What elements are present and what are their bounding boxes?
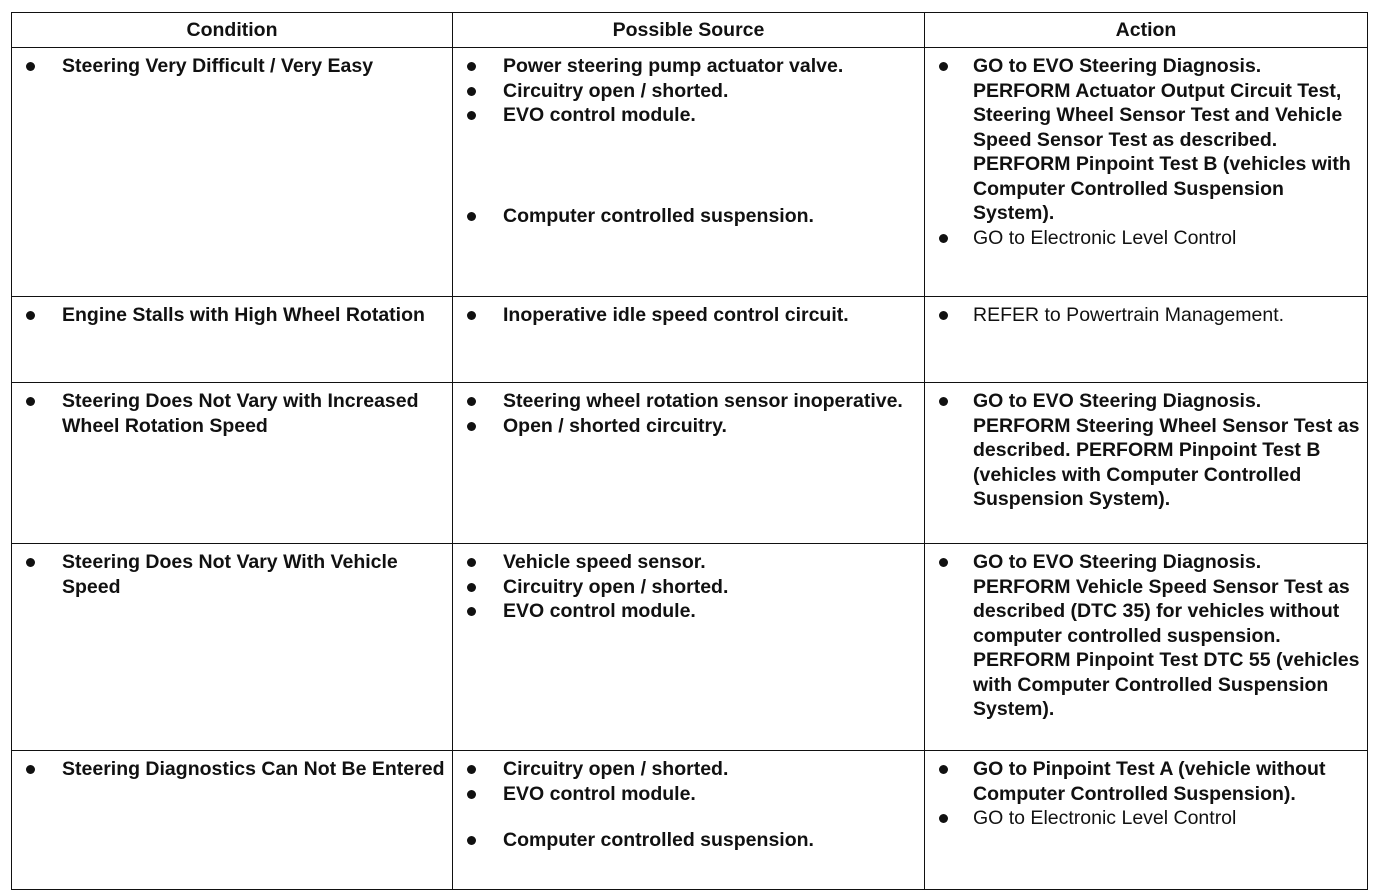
source-text: Circuitry open / shorted. <box>503 758 729 780</box>
list-item <box>461 204 918 229</box>
action-text: GO to Pinpoint Test A (vehicle without Computer Controlled Suspension). <box>973 758 1326 805</box>
bullet-icon <box>26 765 35 774</box>
bullet-icon <box>939 397 948 406</box>
source-text: Computer controlled suspension. <box>503 204 814 227</box>
action-cell <box>925 297 1368 383</box>
condition-cell <box>12 751 453 890</box>
header-possible-source: Possible Source <box>453 13 925 48</box>
header-action: Action <box>925 13 1368 48</box>
bullet-icon <box>467 558 476 567</box>
condition-cell <box>12 48 453 297</box>
condition-cell <box>12 383 453 544</box>
source-text: Inoperative idle speed control circuit. <box>503 304 849 326</box>
list-item <box>461 575 918 600</box>
bullet-icon <box>939 62 948 71</box>
bullet-icon <box>26 62 35 71</box>
condition-text: Steering Diagnostics Can Not Be Entered <box>62 758 445 780</box>
action-cell <box>925 48 1368 297</box>
source-text: Open / shorted circuitry. <box>503 414 727 437</box>
source-text: EVO control module. <box>503 600 696 622</box>
list-item <box>461 782 918 807</box>
list-item <box>461 79 918 104</box>
source-text: Vehicle speed sensor. <box>503 551 706 573</box>
bullet-icon <box>467 765 476 774</box>
table-row <box>12 751 1368 890</box>
source-text: EVO control module. <box>503 782 696 805</box>
bullet-icon <box>467 212 476 221</box>
source-cell <box>453 297 925 383</box>
bullet-icon <box>467 583 476 592</box>
source-text: Circuitry open / shorted. <box>503 79 729 102</box>
table-row <box>12 544 1368 751</box>
source-cell <box>453 751 925 890</box>
action-text: GO to EVO Steering Diagnosis. PERFORM Actuator Output Circuit Test, Steering Wheel Sensor Test and Vehicle Speed Sensor Test as described. PERFORM Pinpoint Test B (vehicles with Computer Controlled Suspension System). <box>973 55 1351 224</box>
list-item <box>933 389 1361 512</box>
list-item <box>461 303 918 328</box>
bullet-icon <box>26 311 35 320</box>
action-text: GO to EVO Steering Diagnosis. PERFORM Steering Wheel Sensor Test as described. PERFORM Pinpoint Test B (vehicles with Computer Controlled Suspension System). <box>973 390 1360 510</box>
action-text: GO to Electronic Level Control <box>973 226 1237 249</box>
list-item <box>20 389 446 438</box>
list-item <box>461 54 918 79</box>
list-item <box>461 828 918 853</box>
action-cell <box>925 383 1368 544</box>
condition-text: Steering Does Not Vary With Vehicle Speed <box>62 551 398 598</box>
condition-cell <box>12 297 453 383</box>
source-text: EVO control module. <box>503 104 696 126</box>
source-cell <box>453 48 925 297</box>
source-text: Circuitry open / shorted. <box>503 575 729 598</box>
bullet-icon <box>467 87 476 96</box>
list-item <box>933 226 1361 251</box>
list-item <box>933 54 1361 226</box>
source-text: Steering wheel rotation sensor inoperative. <box>503 390 903 412</box>
list-item <box>20 54 446 79</box>
table-row <box>12 383 1368 544</box>
table-row <box>12 48 1368 297</box>
source-cell <box>453 383 925 544</box>
bullet-icon <box>467 397 476 406</box>
bullet-icon <box>467 836 476 845</box>
bullet-icon <box>467 311 476 320</box>
bullet-icon <box>26 558 35 567</box>
diagnosis-table <box>11 12 1368 890</box>
list-item <box>933 757 1361 806</box>
header-condition: Condition <box>12 13 453 48</box>
condition-text: Steering Does Not Vary with Increased Wheel Rotation Speed <box>62 390 419 437</box>
bullet-icon <box>467 62 476 71</box>
action-text: REFER to Powertrain Management. <box>973 304 1285 326</box>
bullet-icon <box>467 790 476 799</box>
bullet-icon <box>467 607 476 616</box>
list-item <box>933 303 1361 328</box>
list-item <box>461 103 918 128</box>
list-item <box>933 806 1361 831</box>
bullet-icon <box>939 814 948 823</box>
action-text: GO to Electronic Level Control <box>973 807 1237 829</box>
list-item <box>461 757 918 782</box>
bullet-icon <box>26 397 35 406</box>
list-item <box>933 550 1361 722</box>
source-text: Power steering pump actuator valve. <box>503 55 844 77</box>
header-row <box>12 13 1368 48</box>
list-item <box>20 757 446 782</box>
list-item <box>461 550 918 575</box>
condition-text: Engine Stalls with High Wheel Rotation <box>62 304 425 326</box>
action-cell <box>925 544 1368 751</box>
condition-text: Steering Very Difficult / Very Easy <box>62 55 374 77</box>
condition-cell <box>12 544 453 751</box>
bullet-icon <box>939 558 948 567</box>
bullet-icon <box>939 765 948 774</box>
bullet-icon <box>939 311 948 320</box>
action-cell <box>925 751 1368 890</box>
list-item <box>461 599 918 624</box>
list-item <box>20 550 446 599</box>
bullet-icon <box>939 234 948 243</box>
bullet-icon <box>467 422 476 431</box>
source-text: Computer controlled suspension. <box>503 829 814 851</box>
bullet-icon <box>467 111 476 120</box>
list-item <box>461 414 918 439</box>
table-row <box>12 297 1368 383</box>
list-item <box>20 303 446 328</box>
action-text: GO to EVO Steering Diagnosis. PERFORM Vehicle Speed Sensor Test as described (DTC 35) for vehicles without computer controlled suspension. PERFORM Pinpoint Test DTC 55 (vehicles with Computer Controlled Suspension System). <box>973 551 1360 720</box>
source-cell <box>453 544 925 751</box>
list-item <box>461 389 918 414</box>
